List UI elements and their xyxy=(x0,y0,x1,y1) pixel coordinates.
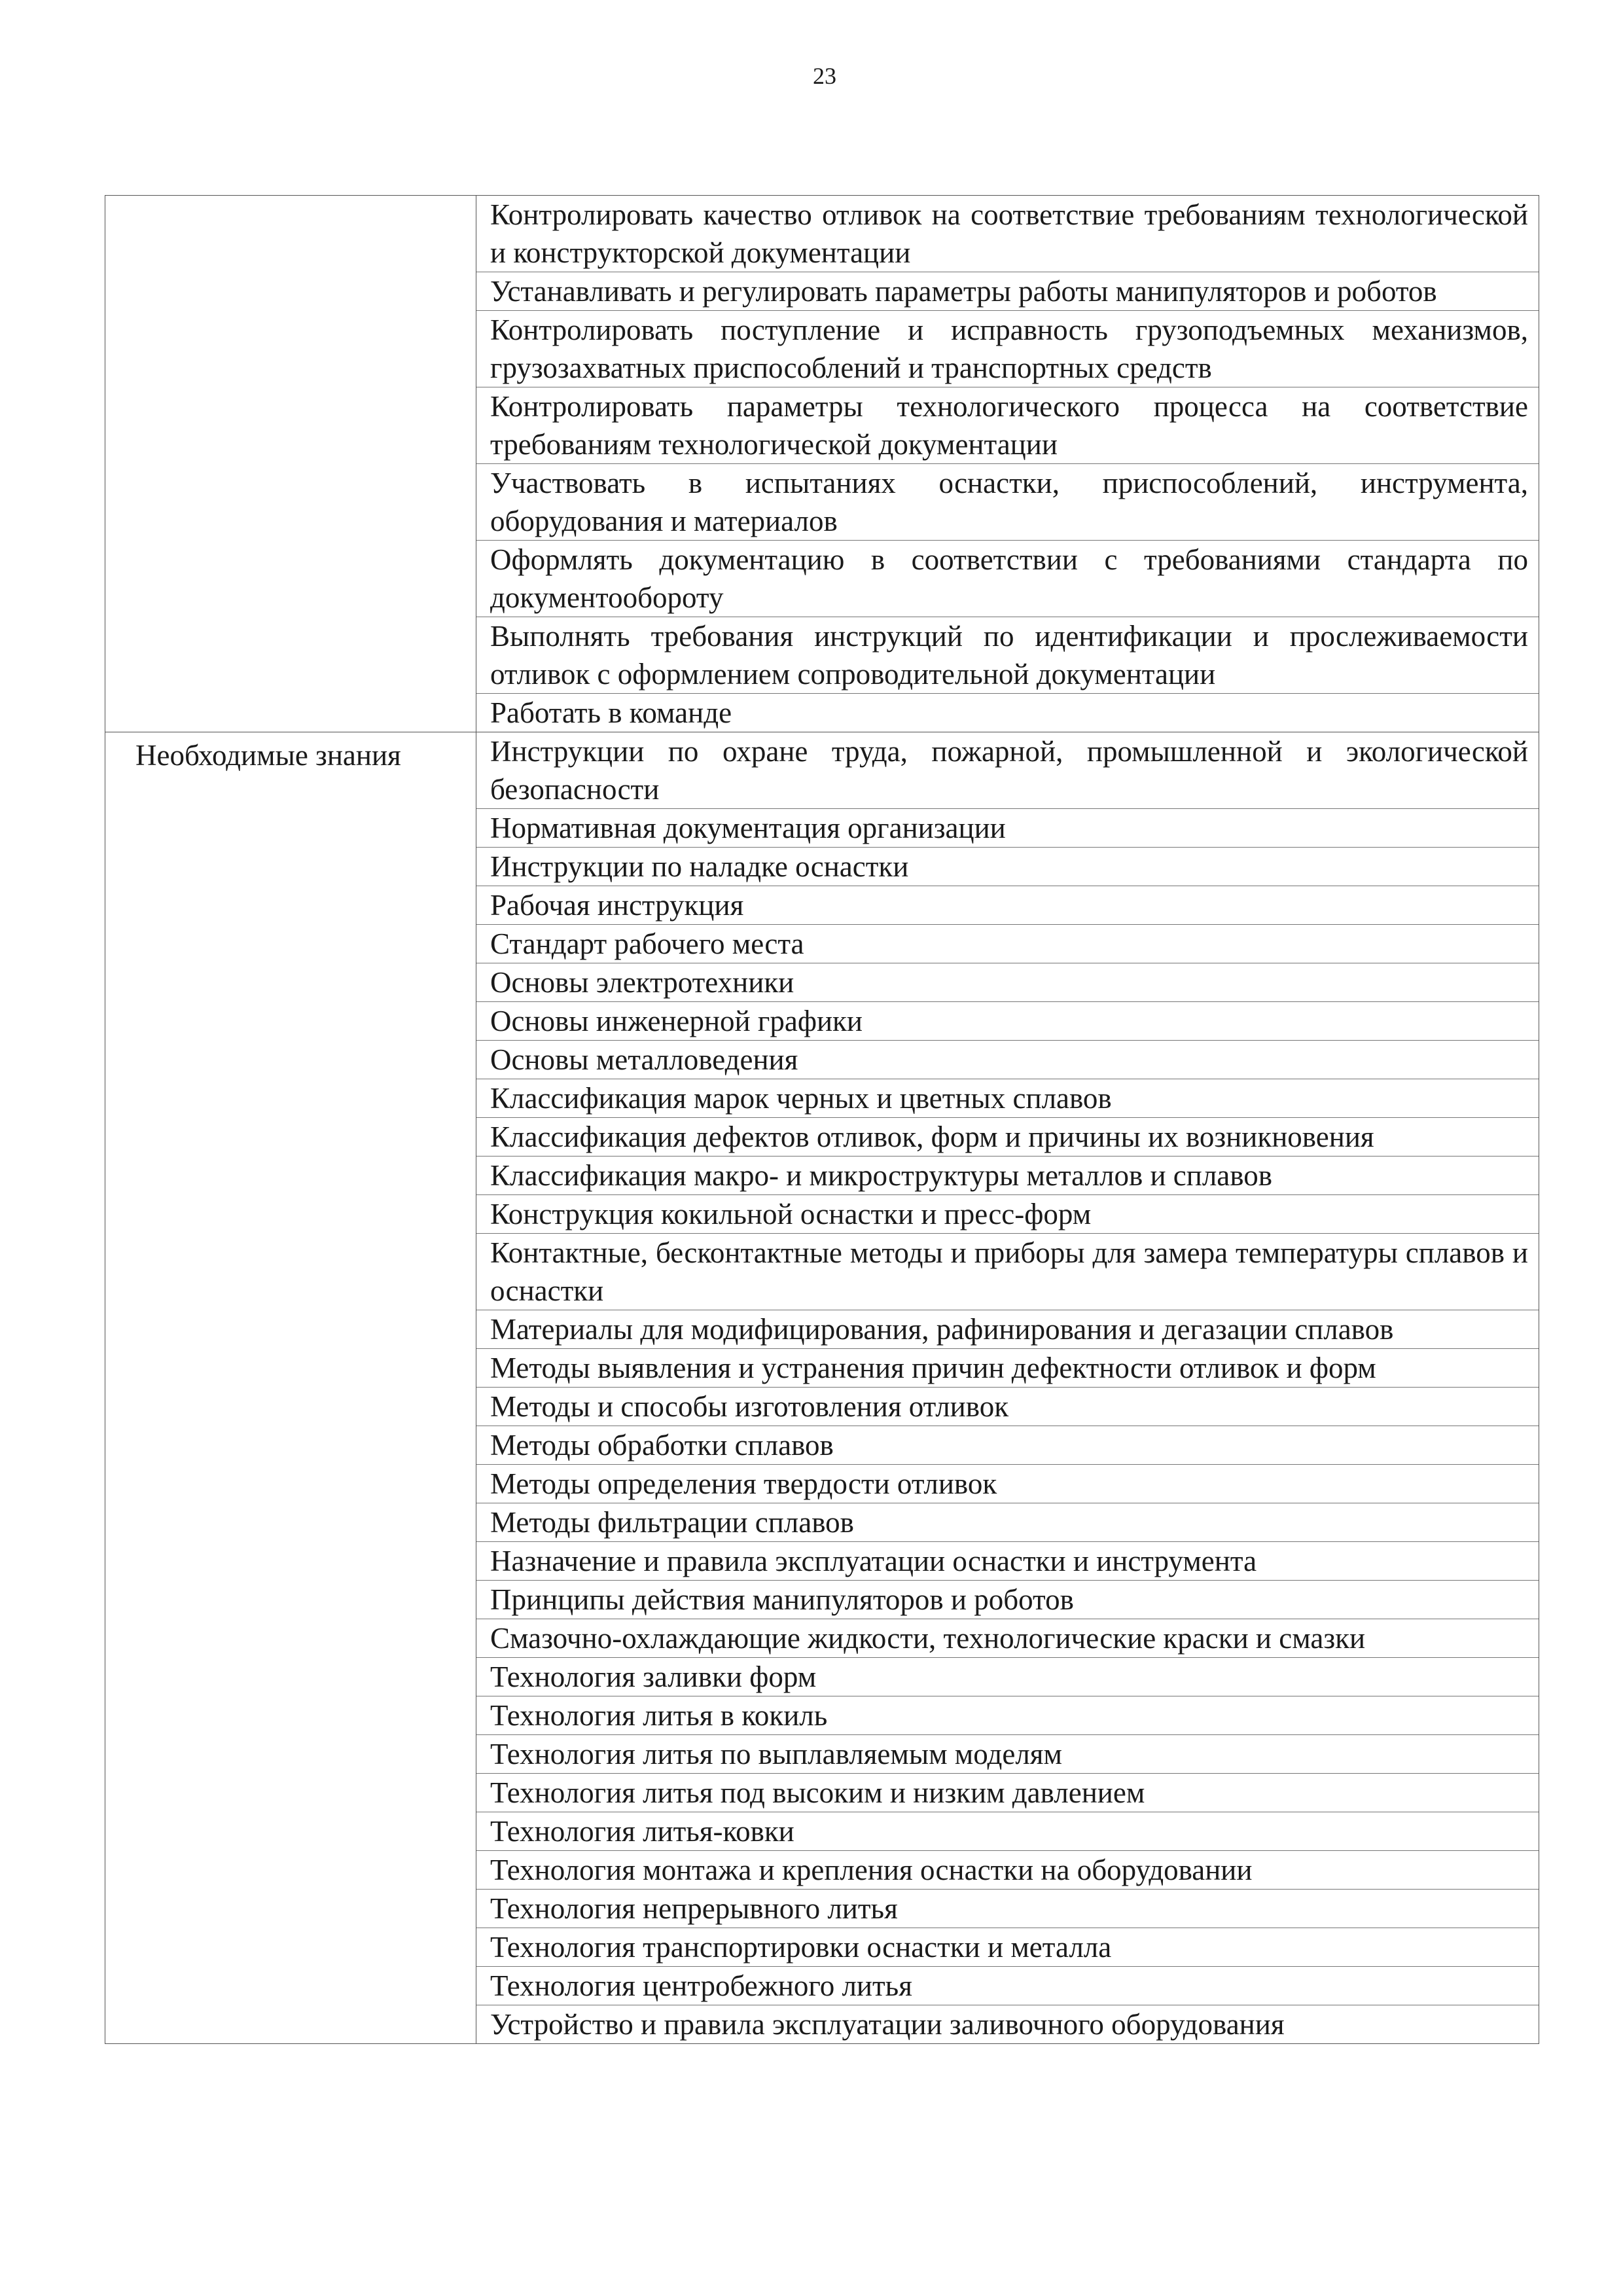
knowledge-item: Принципы действия манипуляторов и роботов xyxy=(476,1581,1539,1619)
knowledge-item: Контактные, бесконтактные методы и приборы для замера температуры сплавов и оснастки xyxy=(476,1234,1539,1310)
knowledge-item: Нормативная документация организации xyxy=(476,809,1539,848)
knowledge-item: Технология транспортировки оснастки и металла xyxy=(476,1928,1539,1967)
knowledge-row xyxy=(105,732,1539,2044)
knowledge-item: Материалы для модифицирования, рафинирования и дегазации сплавов xyxy=(476,1310,1539,1349)
knowledge-item: Устройство и правила эксплуатации заливочного оборудования xyxy=(490,2008,1285,2041)
knowledge-item: Технология литья под высоким и низким давлением xyxy=(476,1774,1539,1812)
skill-item: Работать в команде xyxy=(490,696,732,729)
knowledge-item: Методы и способы изготовления отливок xyxy=(476,1388,1539,1426)
knowledge-label: Необходимые знания xyxy=(105,732,476,2044)
skills-label-cell xyxy=(105,196,476,732)
knowledge-item: Основы электротехники xyxy=(476,963,1539,1002)
knowledge-item: Технология литья-ковки xyxy=(476,1812,1539,1851)
knowledge-item: Инструкции по наладке оснастки xyxy=(476,848,1539,886)
skill-item: Устанавливать и регулировать параметры работы манипуляторов и роботов xyxy=(476,272,1539,311)
knowledge-list xyxy=(476,732,1539,2044)
knowledge-item: Классификация дефектов отливок, форм и причины их возникновения xyxy=(476,1118,1539,1157)
skill-item: Контролировать качество отливок на соответствие требованиям технологической и конструкторской документации xyxy=(476,196,1539,272)
knowledge-item: Технология литья в кокиль xyxy=(476,1696,1539,1735)
skill-item: Участвовать в испытаниях оснастки, приспособлений, инструмента, оборудования и материалов xyxy=(476,464,1539,541)
knowledge-item: Классификация макро- и микроструктуры металлов и сплавов xyxy=(476,1157,1539,1195)
knowledge-item: Технология монтажа и крепления оснастки на оборудовании xyxy=(476,1851,1539,1890)
knowledge-item: Методы обработки сплавов xyxy=(476,1426,1539,1465)
knowledge-item: Основы металловедения xyxy=(476,1041,1539,1079)
knowledge-item: Стандарт рабочего места xyxy=(476,925,1539,963)
knowledge-item: Классификация марок черных и цветных сплавов xyxy=(476,1079,1539,1118)
knowledge-item: Методы фильтрации сплавов xyxy=(476,1503,1539,1542)
knowledge-item: Методы выявления и устранения причин дефектности отливок и форм xyxy=(476,1349,1539,1388)
requirements-table xyxy=(105,195,1539,2044)
skill-item: Выполнять требования инструкций по идентификации и прослеживаемости отливок с оформлением сопроводительной документации xyxy=(476,617,1539,694)
knowledge-item: Рабочая инструкция xyxy=(476,886,1539,925)
skills-row xyxy=(105,196,1539,732)
knowledge-item: Технология литья по выплавляемым моделям xyxy=(476,1735,1539,1774)
knowledge-item: Методы определения твердости отливок xyxy=(476,1465,1539,1503)
knowledge-item: Технология непрерывного литья xyxy=(476,1890,1539,1928)
knowledge-item: Инструкции по охране труда, пожарной, промышленной и экологической безопасности xyxy=(476,732,1539,809)
skill-item: Контролировать параметры технологического процесса на соответствие требованиям технологической документации xyxy=(476,387,1539,464)
knowledge-item: Назначение и правила эксплуатации оснастки и инструмента xyxy=(476,1542,1539,1581)
skills-list xyxy=(476,196,1539,732)
knowledge-item: Смазочно-охлаждающие жидкости, технологические краски и смазки xyxy=(476,1619,1539,1658)
knowledge-item: Технология центробежного литья xyxy=(476,1967,1539,2005)
skill-item: Контролировать поступление и исправность грузоподъемных механизмов, грузозахватных приспособлений и транспортных средств xyxy=(476,311,1539,387)
knowledge-item: Конструкция кокильной оснастки и пресс-форм xyxy=(476,1195,1539,1234)
knowledge-item: Основы инженерной графики xyxy=(476,1002,1539,1041)
skill-item: Оформлять документацию в соответствии с требованиями стандарта по документообороту xyxy=(476,541,1539,617)
page-number: 23 xyxy=(813,63,836,89)
knowledge-item: Технология заливки форм xyxy=(476,1658,1539,1696)
